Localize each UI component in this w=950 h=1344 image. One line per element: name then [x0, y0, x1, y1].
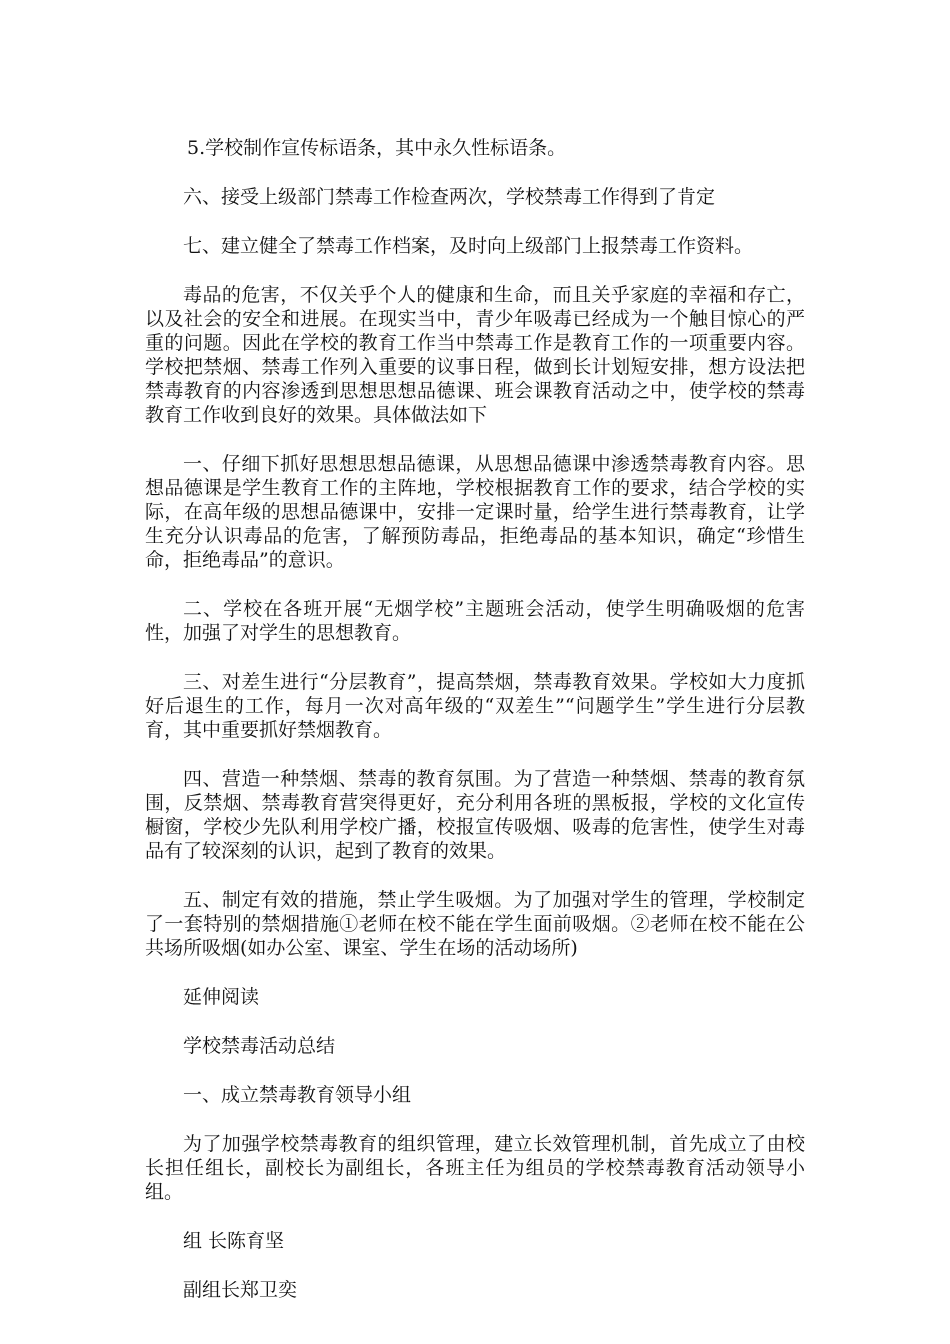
heading-summary-title: 学校禁毒活动总结 [183, 1035, 336, 1057]
paragraph-method-four: 四、营造一种禁烟、禁毒的教育氛围。为了营造一种禁烟、禁毒的教育氛围，反禁烟、禁毒教育营突得更好，充分利用各班的黑板报，学校的文化宣传橱窗，学校少先队利用学校广播，校报宣传吸烟、吸毒的危害性，使学生对毒品有了较深刻的认识，起到了教育的效果。 [145, 768, 805, 862]
paragraph-method-one: 一、仔细下抓好思想思想品德课，从思想品德课中渗透禁毒教育内容。思想品德课是学生教育工作的主阵地，学校根据教育工作的要求，结合学校的实际，在高年级的思想品德课中，安排一定课时量，给学生进行禁毒教育，让学生充分认识毒品的危害，了解预防毒品，拒绝毒品的基本知识，确定“珍惜生命，拒绝毒品”的意识。 [145, 453, 805, 571]
paragraph-drug-harm-intro: 毒品的危害，不仅关乎个人的健康和生命，而且关乎家庭的幸福和存亡，以及社会的安全和进展。在现实当中，青少年吸毒已经成为一个触目惊心的严重的问题。因此在学校的教育工作当中禁毒工作是教育工作的一项重要内容。学校把禁烟、禁毒工作列入重要的议事日程，做到长计划短安排，想方设法把禁毒教育的内容渗透到思想思想品德课、班会课教育活动之中，使学校的禁毒教育工作收到良好的效果。具体做法如下 [145, 284, 805, 426]
paragraph-method-three: 三、对差生进行“分层教育”，提高禁烟，禁毒教育效果。学校如大力度抓好后退生的工作，每月一次对高年级的“双差生”“问题学生”学生进行分层教育，其中重要抓好禁烟教育。 [145, 671, 805, 741]
paragraph-inspection-item: 六、接受上级部门禁毒工作检查两次，学校禁毒工作得到了肯定 [183, 186, 716, 208]
paragraph-method-two: 二、学校在各班开展“无烟学校”主题班会活动，使学生明确吸烟的危害性，加强了对学生的思想教育。 [145, 598, 805, 644]
paragraph-deputy-leader: 副组长郑卫奕 [183, 1279, 298, 1301]
heading-section-one: 一、成立禁毒教育领导小组 [183, 1084, 412, 1106]
document-body [145, 136, 805, 1327]
paragraph-slogan-item: 5.学校制作宣传标语条，其中永久性标语条。 [187, 137, 567, 159]
heading-further-reading: 延伸阅读 [183, 986, 260, 1008]
paragraph-method-five: 五、制定有效的措施，禁止学生吸烟。为了加强对学生的管理，学校制定了一套特别的禁烟措施①老师在校不能在学生面前吸烟。②老师在校不能在公共场所吸烟(如办公室、课室、学生在场的活动场所) [145, 889, 805, 959]
paragraph-group-leader: 组 长陈育坚 [183, 1230, 285, 1252]
paragraph-leadership-group: 为了加强学校禁毒教育的组织管理，建立长效管理机制，首先成立了由校长担任组长，副校长为副组长，各班主任为组员的学校禁毒教育活动领导小组。 [145, 1133, 805, 1203]
paragraph-archive-item: 七、建立健全了禁毒工作档案，及时向上级部门上报禁毒工作资料。 [183, 235, 754, 257]
